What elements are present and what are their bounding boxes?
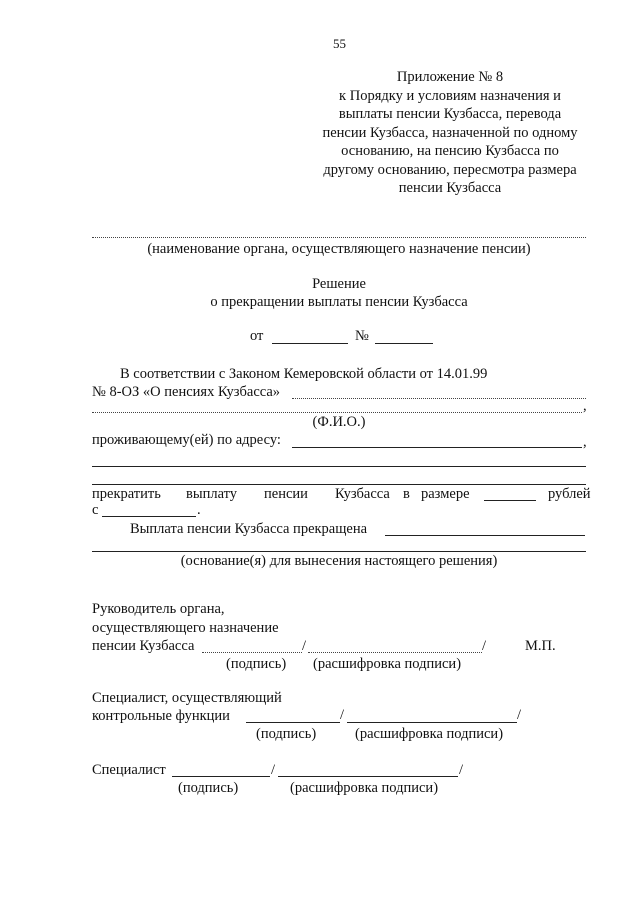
body-paragraph-line: № 8-ОЗ «О пенсиях Кузбасса»: [92, 384, 281, 400]
decision-title: Решение: [312, 276, 366, 292]
fio-comma: ,: [583, 398, 587, 414]
stop-word: Кузбасса: [335, 486, 390, 502]
specialist-slash: /: [271, 762, 276, 778]
control-decode-caption: (расшифровка подписи): [355, 726, 504, 742]
control-label-line1: Специалист, осуществляющий: [92, 690, 282, 706]
fio-field[interactable]: [92, 412, 582, 413]
payment-stopped-field[interactable]: [385, 535, 585, 536]
stop-word: прекратить: [92, 486, 161, 502]
control-slash: /: [340, 707, 345, 723]
specialist-decode-field[interactable]: [278, 776, 458, 777]
payment-stopped-label: Выплата пенсии Кузбасса прекращена: [130, 521, 368, 537]
appendix-line: пенсии Кузбасса, назначенной по одному: [322, 124, 578, 141]
specialist-signature-caption: (подпись): [178, 780, 239, 796]
head-slash-end: /: [482, 638, 487, 654]
appendix-title: Приложение № 8: [396, 69, 504, 85]
stop-word: размере: [421, 486, 470, 502]
address-field[interactable]: [292, 447, 582, 448]
page-number: 55: [333, 36, 346, 51]
amount-field[interactable]: [484, 500, 536, 501]
appendix-line: пенсии Кузбасса: [398, 180, 502, 196]
basis-field[interactable]: [92, 551, 586, 552]
specialist-slash-end: /: [459, 762, 464, 778]
date-label: от: [250, 328, 264, 344]
organ-name-field[interactable]: [92, 237, 586, 238]
body-paragraph-line: В соответствии с Законом Кемеровской области от 14.01.99: [120, 366, 488, 382]
specialist-decode-caption: (расшифровка подписи): [290, 780, 439, 796]
head-signature-field[interactable]: [202, 652, 302, 653]
rubles-label: рублей: [548, 486, 591, 502]
appendix-line: выплаты пенсии Кузбасса, перевода: [338, 106, 562, 122]
control-signature-field[interactable]: [246, 722, 340, 723]
specialist-signature-field[interactable]: [172, 776, 270, 777]
stop-word: выплату: [186, 486, 238, 502]
appendix-line: основанию, на пенсию Кузбасса по: [341, 143, 559, 159]
address-comma: ,: [583, 434, 587, 450]
appendix-block: [300, 68, 600, 198]
head-signature-caption: (подпись): [226, 656, 287, 672]
appendix-line: другому основанию, пересмотра размера: [323, 161, 577, 178]
address-field-line3[interactable]: [92, 484, 586, 485]
head-label-line1: Руководитель органа,: [92, 601, 225, 617]
law-continuation-field[interactable]: [292, 398, 586, 399]
head-decode-caption: (расшифровка подписи): [313, 656, 462, 672]
address-label: проживающему(ей) по адресу:: [92, 432, 281, 448]
date-field[interactable]: [272, 343, 348, 344]
number-field[interactable]: [375, 343, 433, 344]
head-label-line2: осуществляющего назначение: [92, 620, 279, 636]
control-slash-end: /: [517, 707, 522, 723]
basis-caption: (основание(я) для вынесения настоящего решения): [180, 553, 498, 569]
from-c-label: с: [92, 502, 99, 518]
control-signature-caption: (подпись): [256, 726, 317, 742]
stamp-label: М.П.: [525, 638, 556, 654]
head-label-line3: пенсии Кузбасса: [92, 638, 195, 654]
head-slash: /: [302, 638, 307, 654]
organ-caption: (наименование органа, осуществляющего назначение пенсии): [147, 241, 531, 257]
specialist-label: Специалист: [92, 762, 166, 778]
stop-word: в: [403, 486, 410, 502]
from-date-field[interactable]: [102, 516, 196, 517]
control-decode-field[interactable]: [347, 722, 517, 723]
period-mark: .: [197, 502, 201, 518]
head-decode-field[interactable]: [308, 652, 482, 653]
decision-subtitle: о прекращении выплаты пенсии Кузбасса: [210, 294, 468, 310]
address-field-line2[interactable]: [92, 466, 586, 467]
stop-word: пенсии: [264, 486, 308, 502]
number-label: №: [355, 328, 369, 344]
fio-caption: (Ф.И.О.): [312, 414, 366, 430]
control-label-line2: контрольные функции: [92, 708, 230, 724]
appendix-line: к Порядку и условиям назначения и: [339, 87, 561, 104]
